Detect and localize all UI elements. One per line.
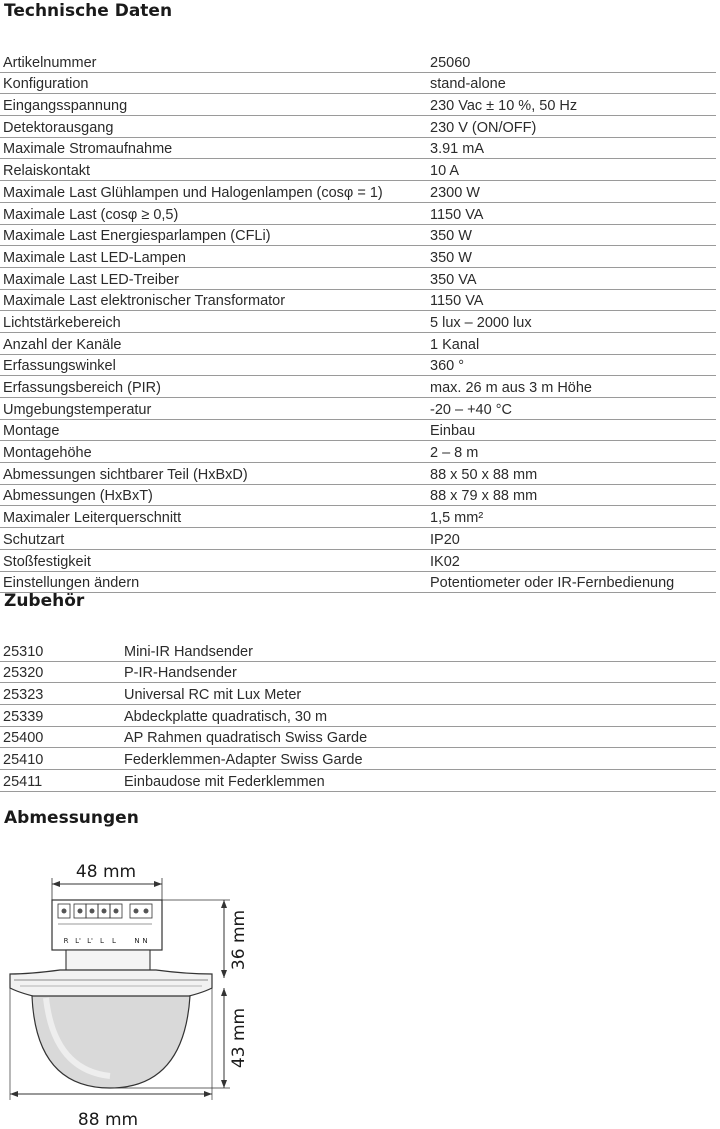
spec-value: Potentiometer oder IR-Fernbedienung xyxy=(428,571,716,593)
terminal-label: L' xyxy=(75,937,81,945)
accessory-name: Universal RC mit Lux Meter xyxy=(121,683,716,705)
spec-label: Anzahl der Kanäle xyxy=(0,332,428,354)
accessory-number: 25310 xyxy=(0,640,121,661)
spec-label: Maximale Last LED-Treiber xyxy=(0,267,428,289)
spec-label: Eingangsspannung xyxy=(0,94,428,116)
spec-row xyxy=(0,137,716,159)
technical-data-table xyxy=(0,51,716,593)
terminal-label: L xyxy=(112,937,116,945)
spec-row xyxy=(0,116,716,138)
accessories-table xyxy=(0,640,716,792)
accessory-name: Einbaudose mit Federklemmen xyxy=(121,770,716,792)
spec-row xyxy=(0,202,716,224)
spec-label: Abmessungen sichtbarer Teil (HxBxD) xyxy=(0,463,428,485)
spec-row xyxy=(0,441,716,463)
spec-row xyxy=(0,224,716,246)
dimensions-title: Abmessungen xyxy=(4,808,139,828)
spec-label: Lichtstärkebereich xyxy=(0,311,428,333)
spec-label: Abmessungen (HxBxT) xyxy=(0,484,428,506)
terminal-label: L' xyxy=(87,937,93,945)
spec-label: Artikelnummer xyxy=(0,51,428,72)
detector-dome xyxy=(32,996,190,1088)
spec-row xyxy=(0,419,716,441)
accessory-name: AP Rahmen quadratisch Swiss Garde xyxy=(121,726,716,748)
spec-row xyxy=(0,484,716,506)
spec-value: 350 W xyxy=(428,224,716,246)
terminal-label: L xyxy=(100,937,104,945)
spec-value: IP20 xyxy=(428,528,716,550)
spec-label: Relaiskontakt xyxy=(0,159,428,181)
spec-value: 3.91 mA xyxy=(428,137,716,159)
accessory-name: Mini-IR Handsender xyxy=(121,640,716,661)
spec-value: 350 W xyxy=(428,246,716,268)
spec-row xyxy=(0,528,716,550)
accessory-row xyxy=(0,683,716,705)
spec-value: 2 – 8 m xyxy=(428,441,716,463)
spec-row xyxy=(0,51,716,72)
accessory-row xyxy=(0,705,716,727)
accessory-row xyxy=(0,748,716,770)
arrow-down-icon xyxy=(221,1080,227,1088)
accessory-number: 25323 xyxy=(0,683,121,705)
accessory-name: Federklemmen-Adapter Swiss Garde xyxy=(121,748,716,770)
spec-row xyxy=(0,94,716,116)
spec-row xyxy=(0,72,716,94)
spec-row xyxy=(0,549,716,571)
arrow-down-icon xyxy=(221,970,227,978)
spec-row xyxy=(0,159,716,181)
spec-label: Maximale Last elektronischer Transformator xyxy=(0,289,428,311)
spec-label: Maximale Last Energiesparlampen (CFLi) xyxy=(0,224,428,246)
spec-value: 360 ° xyxy=(428,354,716,376)
width-bottom-label: 88 mm xyxy=(77,1110,139,1129)
terminal-label: N xyxy=(134,937,140,945)
accessory-number: 25339 xyxy=(0,705,121,727)
spec-label: Maximale Last LED-Lampen xyxy=(0,246,428,268)
spec-value: 25060 xyxy=(428,51,716,72)
accessories-title: Zubehör xyxy=(4,591,85,611)
accessory-number: 25400 xyxy=(0,726,121,748)
terminal-label: R xyxy=(63,937,69,945)
spec-value: 1150 VA xyxy=(428,289,716,311)
technical-data-title: Technische Daten xyxy=(4,1,173,21)
arrow-right-icon xyxy=(154,881,162,887)
spec-value: stand-alone xyxy=(428,72,716,94)
arrow-right-icon xyxy=(204,1091,212,1097)
spec-label: Detektorausgang xyxy=(0,116,428,138)
spec-row xyxy=(0,376,716,398)
terminal-label: N xyxy=(142,937,148,945)
arrow-left-icon xyxy=(10,1091,18,1097)
accessory-row xyxy=(0,726,716,748)
spec-row xyxy=(0,398,716,420)
spec-label: Maximale Last Glühlampen und Halogenlampen (cosφ = 1) xyxy=(0,181,428,203)
spec-value: 1,5 mm² xyxy=(428,506,716,528)
height-top-label: 36 mm xyxy=(229,909,249,971)
spec-value: 350 VA xyxy=(428,267,716,289)
accessory-number: 25411 xyxy=(0,770,121,792)
spec-label: Montagehöhe xyxy=(0,441,428,463)
spec-row xyxy=(0,332,716,354)
arrow-up-icon xyxy=(221,900,227,908)
accessory-number: 25410 xyxy=(0,748,121,770)
spec-label: Maximale Last (cosφ ≥ 0,5) xyxy=(0,202,428,224)
accessory-row xyxy=(0,640,716,661)
spec-label: Einstellungen ändern xyxy=(0,571,428,593)
spec-label: Schutzart xyxy=(0,528,428,550)
accessory-name: P-IR-Handsender xyxy=(121,661,716,683)
arrow-left-icon xyxy=(52,881,60,887)
spec-row xyxy=(0,246,716,268)
dimension-drawing xyxy=(0,848,260,1129)
spec-row xyxy=(0,311,716,333)
spec-value: 1 Kanal xyxy=(428,332,716,354)
spec-value: 1150 VA xyxy=(428,202,716,224)
spec-label: Maximale Stromaufnahme xyxy=(0,137,428,159)
spec-value: 88 x 50 x 88 mm xyxy=(428,463,716,485)
spec-value: 5 lux – 2000 lux xyxy=(428,311,716,333)
spec-label: Stoßfestigkeit xyxy=(0,549,428,571)
spec-row xyxy=(0,463,716,485)
height-bottom-label: 43 mm xyxy=(229,1007,249,1069)
detector-flange xyxy=(10,970,212,998)
spec-label: Erfassungsbereich (PIR) xyxy=(0,376,428,398)
spec-value: 230 V (ON/OFF) xyxy=(428,116,716,138)
spec-value: 10 A xyxy=(428,159,716,181)
accessory-row xyxy=(0,770,716,792)
spec-row xyxy=(0,506,716,528)
spec-row xyxy=(0,289,716,311)
spec-label: Umgebungstemperatur xyxy=(0,398,428,420)
spec-row xyxy=(0,571,716,593)
accessory-number: 25320 xyxy=(0,661,121,683)
arrow-up-icon xyxy=(221,988,227,996)
spec-row xyxy=(0,267,716,289)
spec-label: Erfassungswinkel xyxy=(0,354,428,376)
spec-value: IK02 xyxy=(428,549,716,571)
accessory-name: Abdeckplatte quadratisch, 30 m xyxy=(121,705,716,727)
spec-value: Einbau xyxy=(428,419,716,441)
spec-value: 2300 W xyxy=(428,181,716,203)
spec-value: -20 – +40 °C xyxy=(428,398,716,420)
spec-value: max. 26 m aus 3 m Höhe xyxy=(428,376,716,398)
width-top-label: 48 mm xyxy=(75,862,137,882)
spec-value: 230 Vac ± 10 %, 50 Hz xyxy=(428,94,716,116)
spec-label: Maximaler Leiterquerschnitt xyxy=(0,506,428,528)
spec-label: Montage xyxy=(0,419,428,441)
spec-row xyxy=(0,181,716,203)
spec-value: 88 x 79 x 88 mm xyxy=(428,484,716,506)
spec-label: Konfiguration xyxy=(0,72,428,94)
spec-row xyxy=(0,354,716,376)
accessory-row xyxy=(0,661,716,683)
